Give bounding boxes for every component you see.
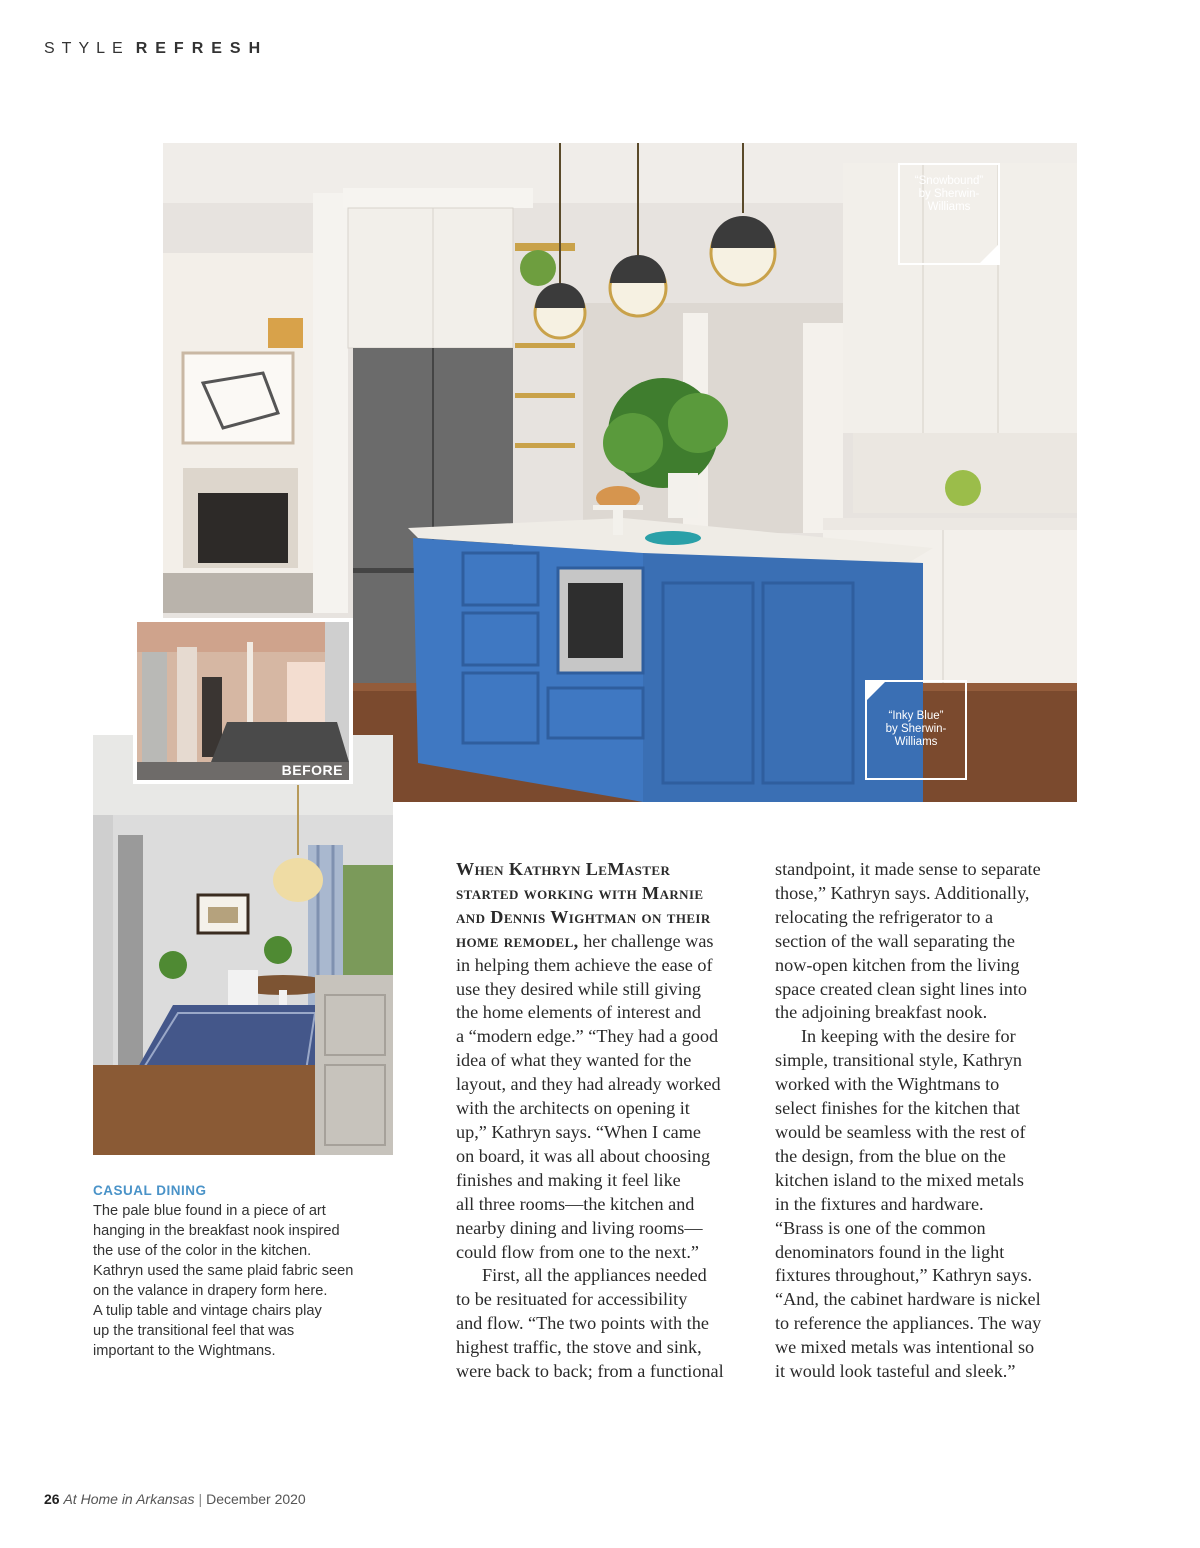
article-line (456, 1264, 756, 1288)
swatch-line: by Sherwin- (885, 723, 947, 735)
swatch-line: “Inky Blue” (888, 710, 944, 722)
swatch-corner-icon (980, 245, 998, 263)
page-number: 26 (44, 1491, 60, 1507)
article-text: it would look tasteful and sleek.” (775, 1361, 1016, 1382)
article-line (456, 1360, 756, 1384)
article-line (456, 978, 756, 1002)
article-line (456, 1241, 756, 1265)
caption-line: Kathryn used the same plaid fabric seen (93, 1263, 354, 1279)
article-line (775, 1288, 1085, 1312)
article-line (775, 1025, 1085, 1049)
article-line (775, 1217, 1085, 1241)
article-line (456, 882, 756, 906)
caption-line: The pale blue found in a piece of art (93, 1203, 326, 1219)
article-text: were back to back; from a functional (456, 1361, 724, 1382)
article-line (456, 954, 756, 978)
article-line (456, 1336, 756, 1360)
article-text: her challenge was (578, 930, 714, 951)
article-line (775, 1001, 1085, 1025)
article-lead-in: When Kathryn LeMaster (456, 859, 671, 879)
article-line (775, 1241, 1085, 1265)
article-text: First, all the appliances needed (482, 1265, 707, 1286)
article-line (456, 1193, 756, 1217)
section-header (44, 40, 268, 58)
before-label: BEFORE (281, 762, 343, 778)
article-text: “And, the cabinet hardware is nickel (775, 1289, 1041, 1310)
caption-line: A tulip table and vintage chairs play (93, 1303, 322, 1319)
article-text: nearby dining and living rooms— (456, 1217, 703, 1238)
issue-date: December 2020 (206, 1491, 306, 1507)
magazine-title: At Home in Arkansas (63, 1491, 195, 1507)
article-text: simple, transitional style, Kathryn (775, 1050, 1023, 1071)
section-label-style: STYLE (44, 40, 130, 57)
article-line (456, 858, 756, 882)
article-text: up,” Kathryn says. “When I came (456, 1121, 701, 1142)
photo-caption (93, 1183, 393, 1361)
article-line (775, 1121, 1085, 1145)
article-text: on board, it was all about choosing (456, 1145, 711, 1166)
article-line (775, 882, 1085, 906)
article-line (775, 858, 1085, 882)
caption-line: important to the Wightmans. (93, 1343, 276, 1359)
article-text: use they desired while still giving (456, 978, 701, 999)
article-text: would be seamless with the rest of (775, 1121, 1026, 1142)
article-text: in the fixtures and hardware. (775, 1193, 984, 1214)
article-line (456, 1025, 756, 1049)
before-photo (133, 618, 353, 784)
article-text: layout, and they had already worked (456, 1074, 721, 1095)
caption-title: CASUAL DINING (93, 1183, 207, 1198)
article-line (775, 1193, 1085, 1217)
article-line (456, 1145, 756, 1169)
article-line (775, 1073, 1085, 1097)
article-text: “Brass is one of the common (775, 1217, 986, 1238)
article-text: the adjoining breakfast nook. (775, 1002, 988, 1023)
caption-body (93, 1201, 393, 1361)
article-line (775, 1097, 1085, 1121)
article-text: section of the wall separating the (775, 930, 1015, 951)
article-lead-in: home remodel, (456, 930, 579, 951)
caption-line: hanging in the breakfast nook inspired (93, 1223, 340, 1239)
article-line (456, 1217, 756, 1241)
article-line (456, 1049, 756, 1073)
article-text: in helping them achieve the ease of (456, 954, 713, 975)
article-text: all three rooms—the kitchen and (456, 1193, 695, 1214)
section-label-refresh: REFRESH (135, 40, 269, 57)
article-text: to be resituated for accessibility (456, 1289, 688, 1310)
article-line (775, 954, 1085, 978)
article-line (775, 978, 1085, 1002)
article-column-1 (456, 858, 756, 1384)
article-line (775, 1049, 1085, 1073)
article-line (775, 1336, 1085, 1360)
article-line (456, 1312, 756, 1336)
paint-swatch-inky-blue (865, 680, 967, 780)
article-text: those,” Kathryn says. Additionally, (775, 882, 1030, 903)
swatch-line: by Sherwin- (918, 188, 980, 200)
article-column-2 (775, 858, 1085, 1384)
dining-photo (93, 735, 393, 1155)
caption-line: up the transitional feel that was (93, 1323, 295, 1339)
article-line (456, 906, 756, 930)
article-text: the home elements of interest and (456, 1002, 701, 1023)
article-line (775, 1145, 1085, 1169)
article-line (775, 1169, 1085, 1193)
article-line (775, 1264, 1085, 1288)
article-text: fixtures throughout,” Kathryn says. (775, 1265, 1033, 1286)
caption-line: on the valance in drapery form here. (93, 1283, 328, 1299)
swatch-line: “Snowbound” (914, 175, 984, 187)
swatch-line: Williams (927, 201, 971, 213)
article-line (775, 906, 1085, 930)
article-lead-in: started working with Marnie (456, 882, 704, 903)
footer-separator: | (198, 1491, 203, 1507)
swatch-line: Williams (894, 736, 938, 748)
article-line (775, 930, 1085, 954)
article-text: now-open kitchen from the living (775, 954, 1020, 975)
paint-swatch-snowbound (898, 163, 1000, 265)
article-line (775, 1360, 1085, 1384)
article-text: and flow. “The two points with the (456, 1313, 709, 1334)
article-text: worked with the Wightmans to (775, 1074, 1000, 1095)
article-text: finishes and making it feel like (456, 1169, 681, 1190)
page-footer (44, 1491, 306, 1507)
article-text: the design, from the blue on the (775, 1145, 1006, 1166)
article-text: idea of what they wanted for the (456, 1050, 692, 1071)
article-text: relocating the refrigerator to a (775, 906, 994, 927)
caption-line: the use of the color in the kitchen. (93, 1243, 312, 1259)
article-line (456, 1288, 756, 1312)
article-text: we mixed metals was intentional so (775, 1337, 1035, 1358)
article-text: could flow from one to the next.” (456, 1241, 699, 1262)
article-text: standpoint, it made sense to separate (775, 859, 1041, 879)
article-line (456, 1001, 756, 1025)
article-text: a “modern edge.” “They had a good (456, 1026, 719, 1047)
article-text: In keeping with the desire for (801, 1026, 1016, 1047)
article-text: to reference the appliances. The way (775, 1313, 1042, 1334)
article-lead-in: and Dennis Wightman on their (456, 906, 711, 927)
article-line (456, 1097, 756, 1121)
article-line (775, 1312, 1085, 1336)
article-text: with the architects on opening it (456, 1098, 690, 1119)
article-line (456, 930, 756, 954)
article-line (456, 1073, 756, 1097)
article-text: denominators found in the light (775, 1241, 1005, 1262)
article-text: space created clean sight lines into (775, 978, 1027, 999)
article-text: highest traffic, the stove and sink, (456, 1337, 702, 1358)
swatch-corner-icon (867, 682, 885, 700)
article-text: kitchen island to the mixed metals (775, 1169, 1025, 1190)
article-line (456, 1169, 756, 1193)
article-text: select finishes for the kitchen that (775, 1098, 1020, 1119)
article-line (456, 1121, 756, 1145)
